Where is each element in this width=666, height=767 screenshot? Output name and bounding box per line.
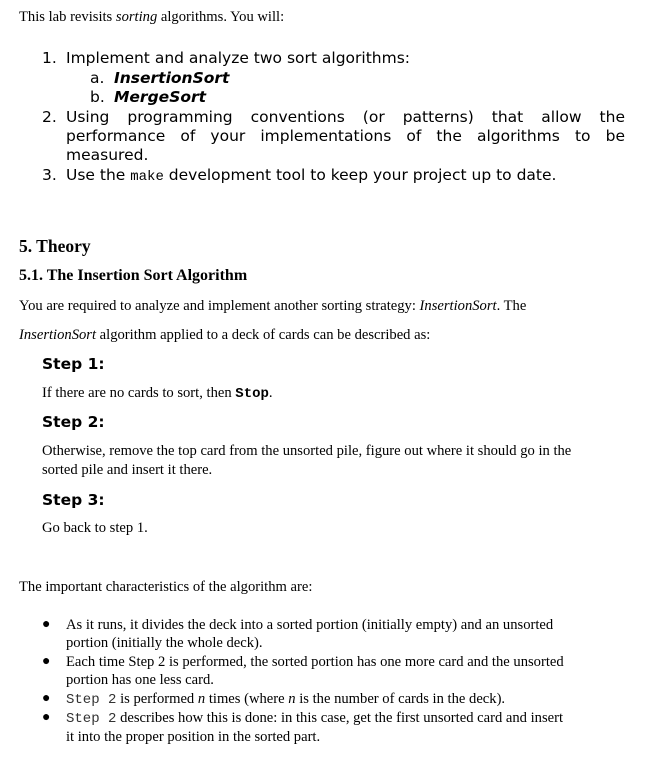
- theory-para-line-1: [19, 298, 526, 315]
- bullet-3-mid-1: is performed: [116, 691, 198, 707]
- step-2-line-2: sorted pile and insert it there.: [42, 462, 213, 478]
- step-1-label: Step 1:: [42, 355, 105, 373]
- step-1-text: [42, 385, 273, 402]
- subsection-heading-insertion-sort: 5.1. The Insertion Sort Algorithm: [19, 267, 248, 284]
- bullet-4-post: describes how this is done: in this case, get the first unsorted card and insert: [116, 710, 564, 726]
- bullet-4-dot: ●: [42, 710, 51, 725]
- theory-para-post: . The: [496, 298, 527, 314]
- objective-2-line-1: Using programming conventions (or patterns) that allow the: [66, 108, 625, 126]
- sub-letter-b: b.: [90, 88, 105, 106]
- bullet-1-line-2: portion (initially the whole deck).: [66, 635, 263, 651]
- step2-code-1: Step 2: [66, 692, 117, 708]
- sub-item-mergesort: MergeSort: [114, 88, 207, 106]
- step-1-post: .: [268, 385, 273, 401]
- objective-number-2: 2.: [42, 108, 57, 126]
- step-2-label: Step 2:: [42, 413, 105, 431]
- step-3-label: Step 3:: [42, 491, 105, 509]
- theory-para-em-1: InsertionSort: [419, 298, 497, 314]
- bullet-1-dot: ●: [42, 617, 51, 632]
- objective-3-pre: Use the: [66, 166, 131, 184]
- bullet-4-line-2: it into the proper position in the sorted part.: [66, 729, 321, 745]
- objective-number-3: 3.: [42, 166, 57, 184]
- step-1-pre: If there are no cards to sort, then: [42, 385, 236, 401]
- step2-code-2: Step 2: [66, 711, 117, 727]
- theory-para-pre: You are required to analyze and implement another sorting strategy:: [19, 298, 420, 314]
- characteristics-intro: The important characteristics of the algorithm are:: [19, 579, 313, 595]
- stop-code: Stop: [235, 386, 269, 402]
- bullet-2-line-2: portion has one less card.: [66, 672, 214, 688]
- sub-letter-a: a.: [90, 69, 105, 87]
- intro-pre: This lab revisits: [19, 9, 116, 25]
- bullet-4-line-1: [66, 709, 563, 728]
- bullet-3-mid-2: times (where: [205, 691, 289, 707]
- theory-para-l2-post: algorithm applied to a deck of cards can be described as:: [96, 327, 431, 343]
- objective-number-1: 1.: [42, 49, 57, 67]
- bullet-3-dot: ●: [42, 691, 51, 706]
- bullet-2-dot: ●: [42, 654, 51, 669]
- objective-1: Implement and analyze two sort algorithms:: [66, 49, 411, 67]
- step-3-text: Go back to step 1.: [42, 520, 148, 536]
- bullet-3-n-2: n: [288, 691, 296, 707]
- bullet-3-post: is the number of cards in the deck).: [295, 691, 506, 707]
- sub-item-insertionsort: InsertionSort: [114, 69, 230, 87]
- objective-3: [66, 166, 556, 187]
- objective-3-post: development tool to keep your project up to date.: [163, 166, 557, 184]
- intro-emphasis: sorting: [115, 9, 158, 25]
- section-heading-theory: 5. Theory: [19, 236, 91, 256]
- intro-post: algorithms. You will:: [157, 9, 285, 25]
- theory-para-em-2: InsertionSort: [19, 327, 97, 343]
- intro-text: [19, 9, 284, 26]
- bullet-1-line-1: As it runs, it divides the deck into a sorted portion (initially empty) and an unsorted: [66, 617, 554, 633]
- step-2-line-1: Otherwise, remove the top card from the unsorted pile, figure out where it should go in the: [42, 443, 572, 459]
- objective-2-line-3: measured.: [66, 146, 149, 164]
- bullet-3-line: [66, 690, 505, 709]
- theory-para-line-2: [19, 327, 430, 344]
- bullet-3-n-1: n: [197, 691, 206, 707]
- bullet-2-line-1: Each time Step 2 is performed, the sorted portion has one more card and the unsorted: [66, 654, 564, 670]
- objective-2-line-2: performance of your implementations of the algorithms to be: [66, 127, 625, 145]
- make-code: make: [130, 169, 164, 185]
